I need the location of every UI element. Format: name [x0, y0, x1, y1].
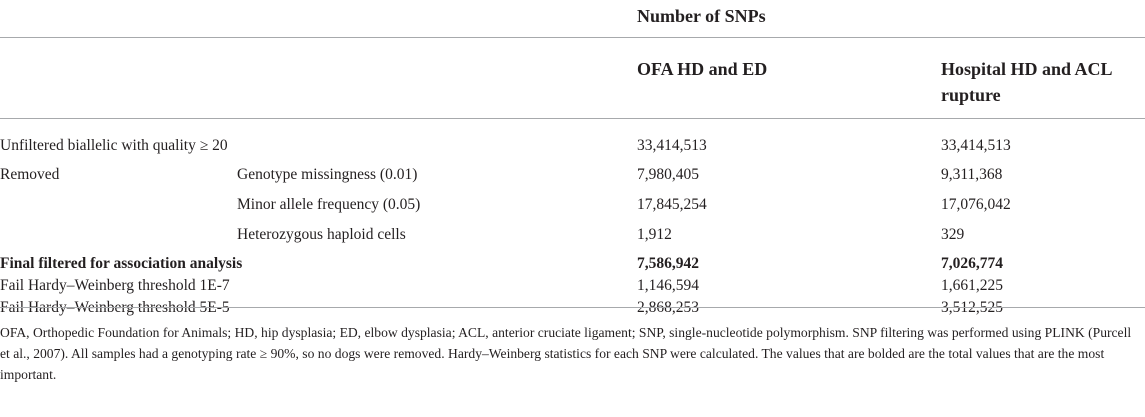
- row-sublabel: Heterozygous haploid cells: [237, 226, 406, 243]
- cell-hospital: 329: [941, 226, 965, 243]
- cell-ofa: 1,912: [637, 226, 672, 243]
- cell-hospital: 9,311,368: [941, 166, 1003, 183]
- header-ofa-hd-ed: OFA HD and ED: [637, 59, 768, 79]
- table-bottom-rule: [0, 307, 1145, 308]
- cell-ofa: 7,980,405: [637, 166, 699, 183]
- header-hospital-line2: rupture: [941, 85, 1001, 105]
- row-label: Fail Hardy–Weinberg threshold 1E-7: [0, 277, 230, 294]
- header-hospital-hd-acl: [941, 56, 1113, 108]
- table-footnote: OFA, Orthopedic Foundation for Animals; HD, hip dysplasia; ED, elbow dysplasia; ACL, anterior cruciate ligament; SNP, single-nucleotide polymorphism. SNP filtering was performed using PLINK (Purcell et al., 2007). All samples had a genotyping rate ≥ 90%, so no dogs were removed. Hardy–Weinberg statistics for each SNP were calculated. The values that are bolded are the total values that are the most important.: [0, 325, 1132, 382]
- cell-hospital: 3,512,525: [941, 299, 1003, 316]
- header-group-rule: [0, 37, 1145, 38]
- cell-hospital: 1,661,225: [941, 277, 1003, 294]
- cell-ofa: 1,146,594: [637, 277, 699, 294]
- row-label: Removed: [0, 166, 60, 183]
- cell-ofa: 7,586,942: [637, 255, 699, 272]
- header-bottom-rule: [0, 118, 1145, 119]
- header-hospital-line1: Hospital HD and ACL: [941, 59, 1113, 79]
- cell-ofa: 33,414,513: [637, 137, 707, 154]
- row-label: Unfiltered biallelic with quality ≥ 20: [0, 137, 228, 154]
- cell-hospital: 17,076,042: [941, 196, 1011, 213]
- cell-hospital: 33,414,513: [941, 137, 1011, 154]
- cell-ofa: 2,868,253: [637, 299, 699, 316]
- cell-hospital: 7,026,774: [941, 255, 1003, 272]
- row-sublabel: Minor allele frequency (0.05): [237, 196, 421, 213]
- cell-ofa: 17,845,254: [637, 196, 707, 213]
- row-label: Fail Hardy–Weinberg threshold 5E-5: [0, 299, 230, 316]
- header-number-of-snps: Number of SNPs: [637, 6, 766, 26]
- row-label: Final filtered for association analysis: [0, 255, 243, 272]
- row-sublabel: Genotype missingness (0.01): [237, 166, 418, 183]
